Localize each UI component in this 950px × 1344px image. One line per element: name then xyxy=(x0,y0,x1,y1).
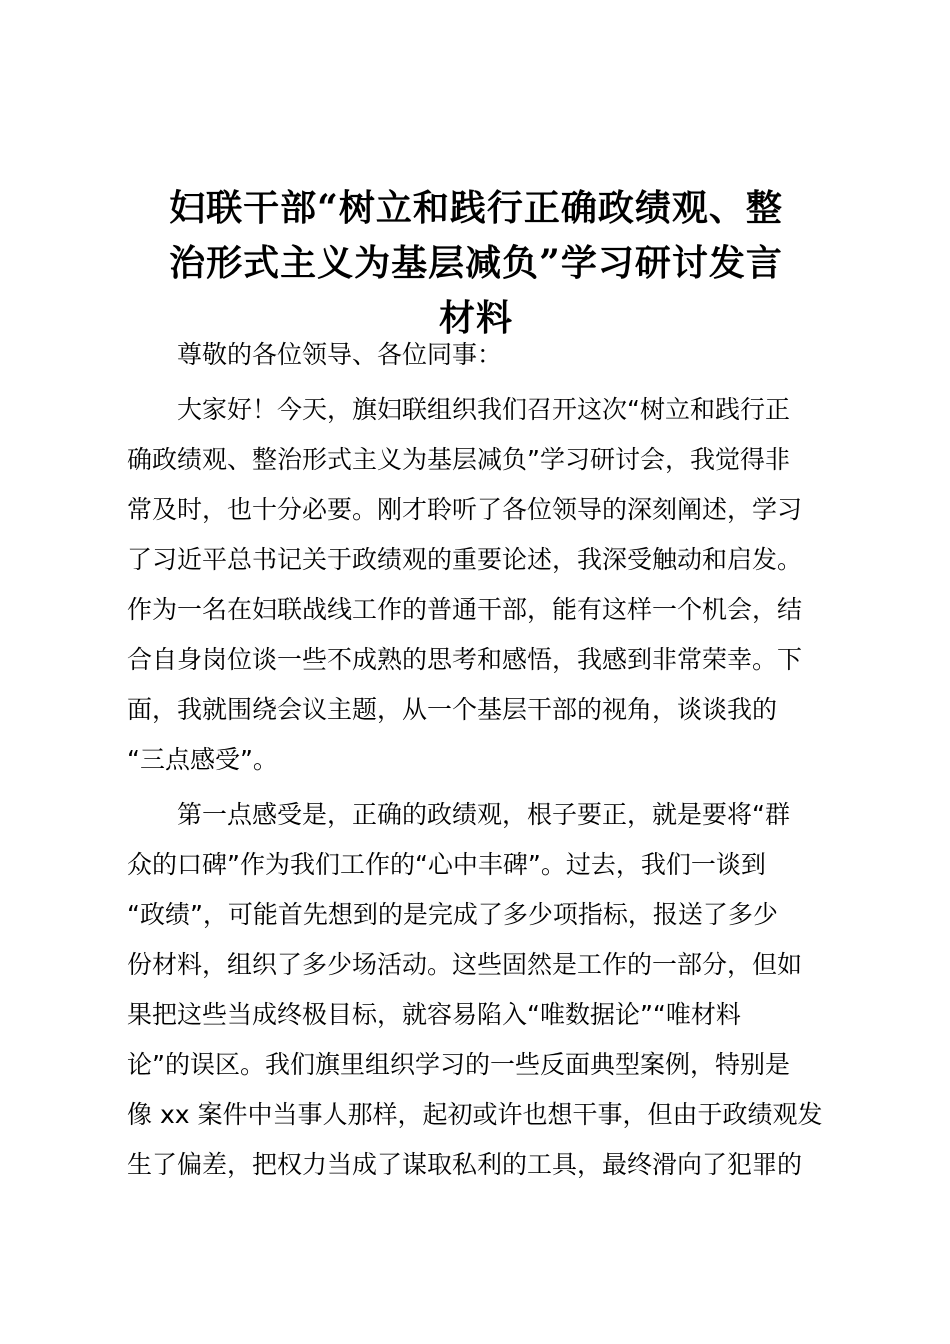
document-title xyxy=(120,181,832,346)
paragraph-line: “三点感受”。 xyxy=(127,745,278,774)
paragraph-line: 生了偏差，把权力当成了谋取私利的工具，最终滑向了犯罪的 xyxy=(127,1150,803,1179)
paragraph-line: 了习近平总书记关于政绩观的重要论述，我深受触动和启发。 xyxy=(127,545,803,574)
paragraph-line: 确政绩观、整治形式主义为基层减负”学习研讨会，我觉得非 xyxy=(127,445,790,474)
paragraph-line: 合自身岗位谈一些不成熟的思考和感悟，我感到非常荣幸。下 xyxy=(127,645,803,674)
document-body xyxy=(127,330,837,1190)
paragraph-line: 作为一名在妇联战线工作的普通干部，能有这样一个机会，结 xyxy=(127,595,803,624)
title-line: 治形式主义为基层减负”学习研讨发言 xyxy=(169,242,783,284)
paragraph-line: 第一点感受是，正确的政绩观，根子要正，就是要将“群 xyxy=(177,800,790,829)
paragraph-line: 常及时，也十分必要。刚才聆听了各位领导的深刻阐述，学习 xyxy=(127,495,803,524)
paragraph-line: “政绩”，可能首先想到的是完成了多少项指标，报送了多少 xyxy=(127,900,778,929)
paragraph-line: 众的口碑”作为我们工作的“心中丰碑”。过去，我们一谈到 xyxy=(127,850,766,879)
title-line: 妇联干部“树立和践行正确政绩观、整 xyxy=(169,187,783,229)
title-line: 材料 xyxy=(438,297,513,339)
salutation: 尊敬的各位领导、各位同事： xyxy=(177,340,503,369)
paragraph-line: 果把这些当成终极目标，就容易陷入“唯数据论”“唯材料 xyxy=(127,1000,741,1029)
paragraph-line: 大家好！今天，旗妇联组织我们召开这次“树立和践行正 xyxy=(177,395,790,424)
paragraph-1 xyxy=(127,385,837,785)
paragraph-line: 论”的误区。我们旗里组织学习的一些反面典型案例，特别是 xyxy=(127,1050,790,1079)
paragraph-line: 像 xx 案件中当事人那样，起初或许也想干事，但由于政绩观发 xyxy=(127,1100,823,1129)
paragraph-line: 面，我就围绕会议主题，从一个基层干部的视角，谈谈我的 xyxy=(127,695,778,724)
paragraph-2 xyxy=(127,790,837,1190)
paragraph-line: 份材料，组织了多少场活动。这些固然是工作的一部分，但如 xyxy=(127,950,803,979)
